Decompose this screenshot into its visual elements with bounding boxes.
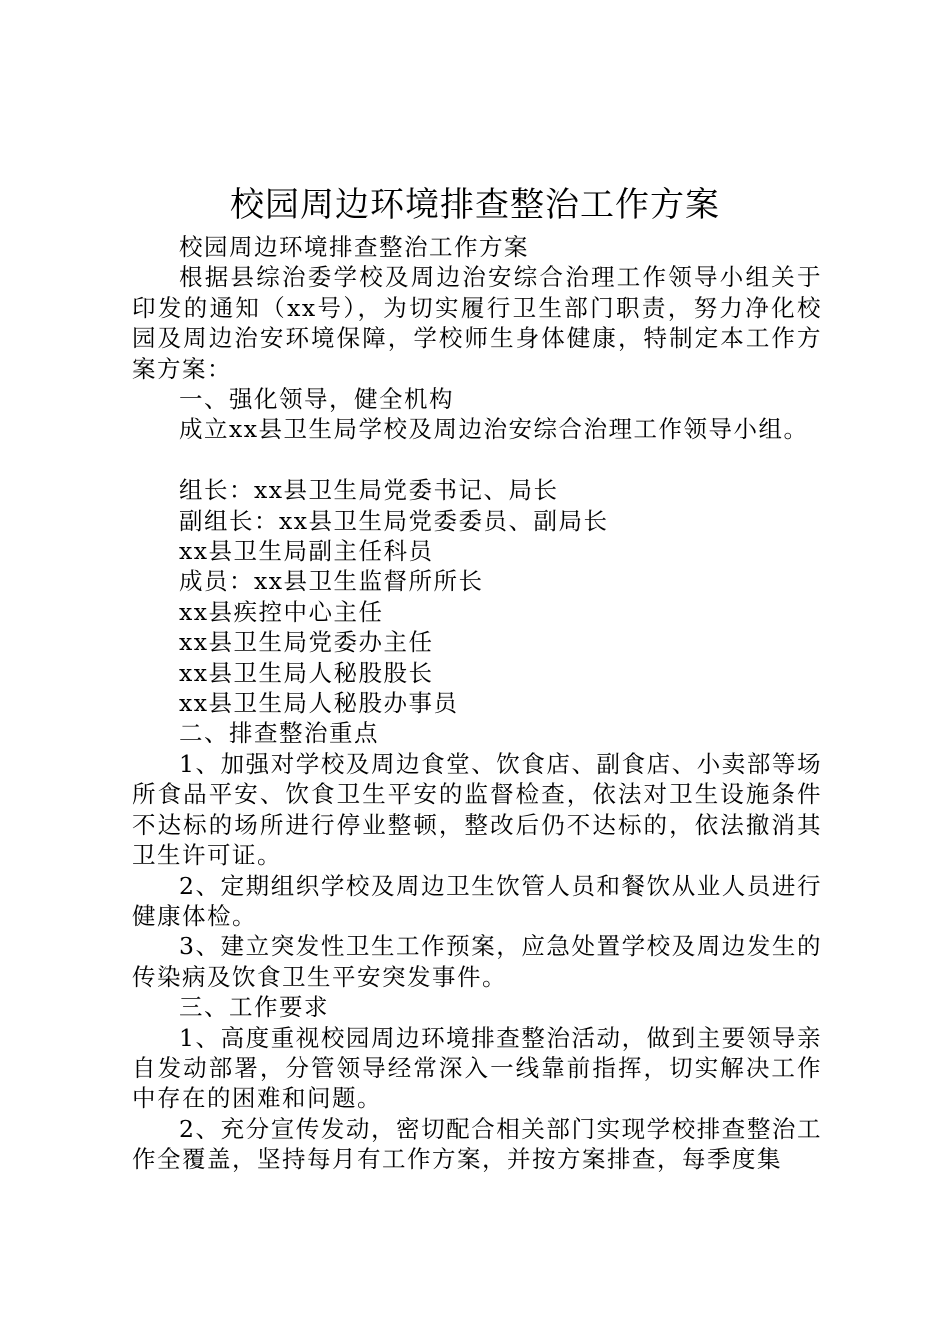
member-line: xx县卫生局人秘股股长 xyxy=(179,658,434,687)
paragraph-item: 3、建立突发性卫生工作预案，应急处置学校及周边发生的传染病及饮食卫生平安突发事件。 xyxy=(132,932,822,991)
member-line: xx县卫生局人秘股办事员 xyxy=(179,689,459,718)
member-line: 成员：xx县卫生监督所所长 xyxy=(179,567,484,596)
section-heading-1: 一、强化领导，健全机构 xyxy=(179,385,454,414)
member-line: xx县卫生局党委办主任 xyxy=(179,628,434,657)
section-heading-3: 三、工作要求 xyxy=(179,993,329,1022)
member-line: 组长：xx县卫生局党委书记、局长 xyxy=(179,476,559,505)
paragraph-subtitle: 校园周边环境排查整治工作方案 xyxy=(179,233,529,261)
paragraph-item: 2、定期组织学校及周边卫生饮管人员和餐饮从业人员进行健康体检。 xyxy=(132,871,822,930)
blank-line xyxy=(132,445,822,475)
member-line: xx县疾控中心主任 xyxy=(179,597,384,626)
paragraph-item: 1、高度重视校园周边环境排查整治活动，做到主要领导亲自发动部署，分管领导经常深入一线靠前指挥，切实解决工作中存在的困难和问题。 xyxy=(132,1023,822,1113)
document-body xyxy=(132,232,822,1175)
paragraph-intro: 根据县综治委学校及周边治安综合治理工作领导小组关于印发的通知（xx号），为切实履行卫生部门职责，努力净化校园及周边治安环境保障，学校师生身体健康，特制定本工作方案方案： xyxy=(132,263,822,383)
section-heading-2: 二、排查整治重点 xyxy=(179,719,379,748)
member-line: 副组长：xx县卫生局党委委员、副局长 xyxy=(179,506,609,535)
paragraph-establish: 成立xx县卫生局学校及周边治安综合治理工作领导小组。 xyxy=(179,415,809,444)
document-title: 校园周边环境排查整治工作方案 xyxy=(230,185,720,225)
paragraph-item: 2、充分宣传发动，密切配合相关部门实现学校排查整治工作全覆盖，坚持每月有工作方案，并按方案排查，每季度集 xyxy=(132,1114,822,1174)
paragraph-item: 1、加强对学校及周边食堂、饮食店、副食店、小卖部等场所食品平安、饮食卫生平安的监督检查，依法对卫生设施条件不达标的场所进行停业整顿，整改后仍不达标的，依法撤消其卫生许可证。 xyxy=(132,749,822,870)
member-line: xx县卫生局副主任科员 xyxy=(179,537,434,566)
